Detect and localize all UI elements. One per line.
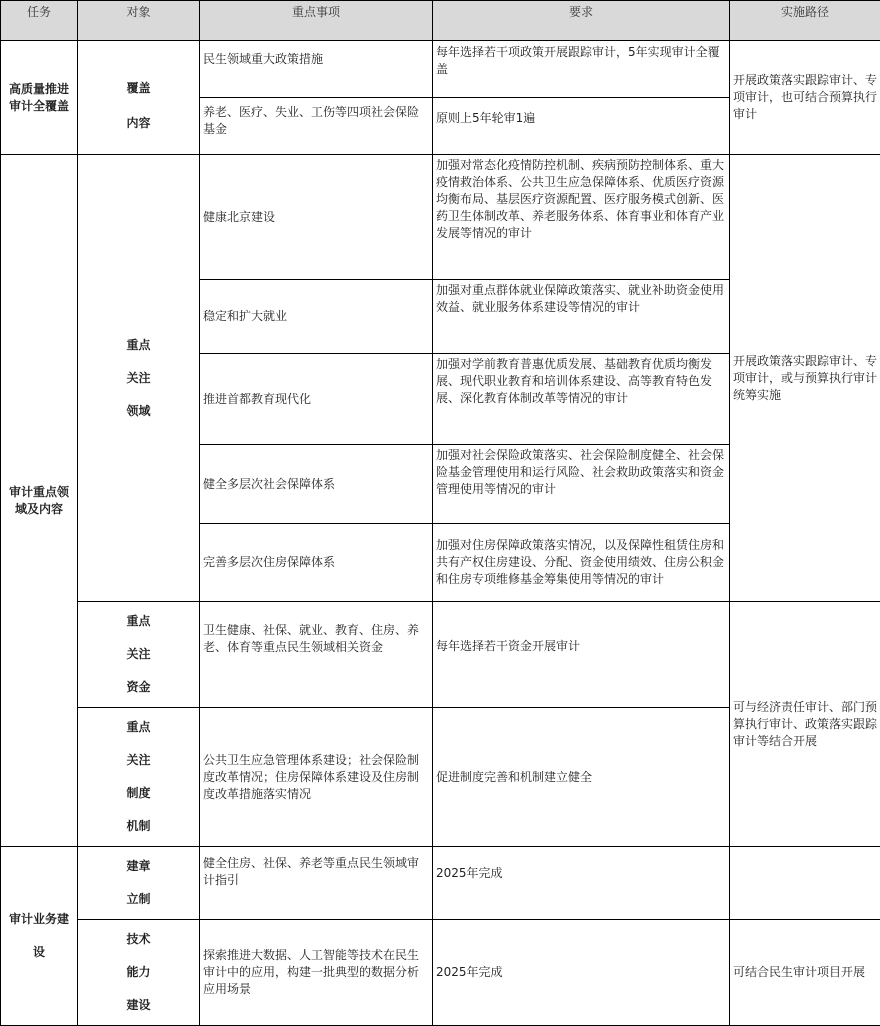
key-item-cell: 养老、医疗、失业、工伤等四项社会保险基金 <box>200 98 433 155</box>
requirement-cell: 加强对学前教育普惠优质发展、基础教育优质均衡发展、现代职业教育和培训体系建设、高等教育特色发展、深化教育体制改革等情况的审计 <box>433 354 730 445</box>
key-item-cell: 健全住房、社保、养老等重点民生领域审计指引 <box>200 847 433 920</box>
requirement-cell: 2025年完成 <box>433 920 730 1026</box>
key-item-cell: 公共卫生应急管理体系建设；社会保险制度改革情况；住房保障体系建设及住房制度改革措施落实情况 <box>200 708 433 847</box>
path-cell: 开展政策落实跟踪审计、专项审计，也可结合预算执行审计 <box>730 41 880 155</box>
object-line: 关注 <box>126 370 151 385</box>
path-cell: 开展政策落实跟踪审计、专项审计，或与预算执行审计统筹实施 <box>730 155 880 602</box>
object-line: 立制 <box>126 892 151 906</box>
object-line: 关注 <box>126 647 151 661</box>
task-cell: 审计业务建设 <box>1 847 78 1026</box>
key-item-cell: 推进首都教育现代化 <box>200 354 433 445</box>
table-row <box>1 847 880 920</box>
object-cell <box>78 920 200 1026</box>
requirement-cell: 原则上5年轮审1遍 <box>433 98 730 155</box>
key-item-cell: 完善多层次住房保障体系 <box>200 524 433 602</box>
path-cell: 可与经济责任审计、部门预算执行审计、政策落实跟踪审计等结合开展 <box>730 602 880 847</box>
header-task: 任务 <box>1 1 78 41</box>
object-line: 制度 <box>126 786 151 800</box>
requirement-cell: 2025年完成 <box>433 847 730 920</box>
header-row <box>1 1 880 41</box>
requirement-cell: 加强对住房保障政策落实情况，以及保障性租赁住房和共有产权住房建设、分配、资金使用绩效、住房公积金和住房专项维修基金筹集使用等情况的审计 <box>433 524 730 602</box>
object-line: 重点 <box>126 337 151 352</box>
task-cell: 审计重点领域及内容 <box>1 155 78 847</box>
object-line: 重点 <box>126 614 151 628</box>
path-cell: 可结合民生审计项目开展 <box>730 920 880 1026</box>
key-item-cell: 探索推进大数据、人工智能等技术在民生审计中的应用，构建一批典型的数据分析应用场景 <box>200 920 433 1026</box>
requirement-cell: 加强对常态化疫情防控机制、疾病预防控制体系、重大疫情救治体系、公共卫生应急保障体系、优质医疗资源均衡布局、基层医疗资源配置、医疗服务模式创新、医药卫生体制改革、养老服务体系、体育事业和体育产业发展等情况的审计 <box>433 155 730 280</box>
table-row <box>1 155 880 280</box>
table-row <box>1 41 880 98</box>
key-item-cell: 健全多层次社会保障体系 <box>200 445 433 524</box>
object-cell <box>78 847 200 920</box>
object-cell <box>78 41 200 155</box>
object-line: 建设 <box>126 998 151 1012</box>
header-requirement: 要求 <box>433 1 730 41</box>
object-line: 建章 <box>126 859 151 873</box>
requirement-cell: 加强对重点群体就业保障政策落实、就业补助资金使用效益、就业服务体系建设等情况的审计 <box>433 280 730 354</box>
key-item-cell: 民生领域重大政策措施 <box>200 41 433 98</box>
key-item-cell: 健康北京建设 <box>200 155 433 280</box>
object-line: 技术 <box>126 932 151 946</box>
table-row <box>1 602 880 708</box>
task-cell: 高质量推进审计全覆盖 <box>1 41 78 155</box>
object-line: 关注 <box>126 753 151 767</box>
object-cell <box>78 708 200 847</box>
object-line: 能力 <box>126 965 151 979</box>
requirement-cell: 每年选择若干资金开展审计 <box>433 602 730 708</box>
requirement-cell: 每年选择若干项政策开展跟踪审计，5年实现审计全覆盖 <box>433 41 730 98</box>
object-line: 内容 <box>126 115 151 130</box>
header-implementation-path: 实施路径 <box>730 1 880 41</box>
key-item-cell: 稳定和扩大就业 <box>200 280 433 354</box>
object-line: 覆盖 <box>126 80 151 95</box>
path-cell <box>730 847 880 920</box>
header-object: 对象 <box>78 1 200 41</box>
table-row <box>1 920 880 1026</box>
object-cell <box>78 155 200 602</box>
object-line: 机制 <box>126 819 151 833</box>
object-line: 资金 <box>126 680 151 694</box>
object-line: 领域 <box>126 403 151 418</box>
requirement-cell: 加强对社会保险政策落实、社会保险制度健全、社会保险基金管理使用和运行风险、社会救助政策落实和资金管理使用等情况的审计 <box>433 445 730 524</box>
object-cell <box>78 602 200 708</box>
requirement-cell: 促进制度完善和机制建立健全 <box>433 708 730 847</box>
key-item-cell: 卫生健康、社保、就业、教育、住房、养老、体育等重点民生领域相关资金 <box>200 602 433 708</box>
header-key-item: 重点事项 <box>200 1 433 41</box>
object-line: 重点 <box>126 720 151 734</box>
